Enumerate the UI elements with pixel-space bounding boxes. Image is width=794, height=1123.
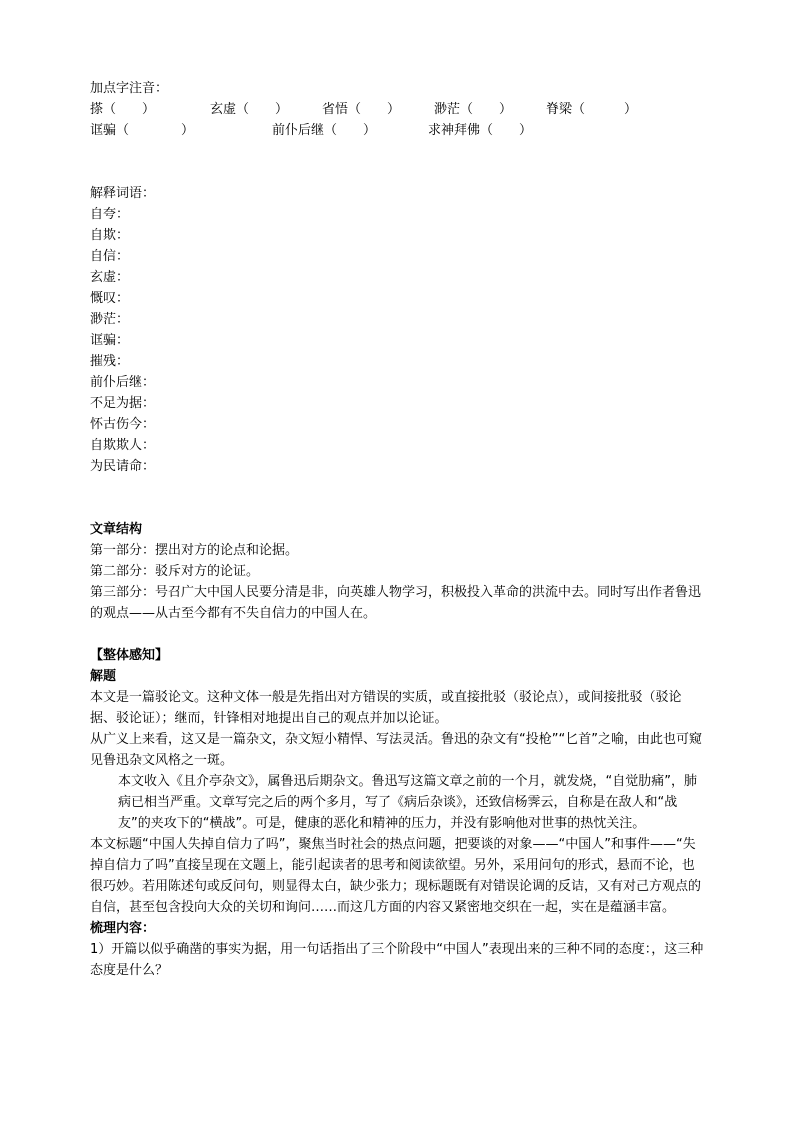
pinyin-item: 脊梁（ ） (546, 102, 638, 117)
pinyin-item: 渺茫（ ） (434, 102, 513, 117)
glossary-term: 自欺： (90, 228, 130, 243)
pinyin-item: 求神拜佛（ ） (428, 123, 533, 138)
glossary-term: 为民请命： (90, 459, 156, 474)
overview-paragraph-2: 从广义上来看，这又是一篇杂文，杂文短小精悍、写法灵活。鲁迅的杂文有“投枪”“匕首”之喻，由此也可窥见鲁迅杂文风格之一斑。 (90, 732, 702, 768)
overview-paragraph-1: 本文是一篇驳论文。这种文体一般是先指出对方错误的实质，或直接批驳（驳论点），或间接批驳（驳论据、驳论证）；继而，针锋相对地提出自己的观点并加以论证。 (90, 690, 682, 726)
glossary-term: 摧残： (90, 354, 130, 369)
question-1: 1）开篇以似乎确凿的事实为据，用一句话指出了三个阶段中“中国人”表现出来的三种不同的态度：，这三种态度是什么？ (90, 942, 704, 978)
overview-heading: 【整体感知】 (90, 648, 169, 663)
jieti-heading: 解题 (90, 669, 117, 684)
pinyin-heading: 加点字注音： (90, 81, 169, 96)
glossary-term: 慨叹： (90, 291, 130, 306)
pinyin-item: 玄虚（ ） (210, 102, 289, 117)
glossary-term: 怀古伤今： (90, 417, 156, 432)
pinyin-item: 省悟（ ） (322, 102, 401, 117)
structure-heading: 文章结构 (90, 522, 143, 537)
sort-heading: 梳理内容： (90, 921, 156, 936)
glossary-term: 自欺欺人： (90, 438, 156, 453)
structure-part-1: 第一部分：摆出对方的论点和论据。 (90, 543, 299, 558)
pinyin-row-2 (90, 120, 705, 141)
document-page (90, 78, 705, 981)
glossary-term: 自信： (90, 249, 130, 264)
glossary-term: 玄虚： (90, 270, 130, 285)
structure-part-3: 第三部分：号召广大中国人民要分清是非，向英雄人物学习，积极投入革命的洪流中去。同时写出作者鲁迅的观点——从古至今都有不失自信力的中国人在。 (90, 585, 702, 621)
glossary-heading: 解释词语： (90, 186, 156, 201)
glossary-term: 不足为据： (90, 396, 156, 411)
pinyin-item: 诓骗（ ） (90, 123, 195, 138)
overview-paragraph-4: 本文标题“中国人失掉自信力了吗”，聚焦当时社会的热点问题，把要谈的对象——“中国人”和事件——“失掉自信力了吗”直接呈现在文题上，能引起读者的思考和阅读欲望。另外，采用问句的形式，悬而不论，也很巧妙。若用陈述句或反问句，则显得太白，缺少张力；现标题既有对错误论调的反诘，又有对己方观点的自信，甚至包含投向大众的关切和询问……而这几方面的内容又紧密地交织在一起，实在是蕴涵丰富。 (90, 837, 702, 915)
pinyin-item: 前仆后继（ ） (272, 123, 377, 138)
structure-part-2: 第二部分：驳斥对方的论证。 (90, 564, 260, 579)
glossary-term: 自夸： (90, 207, 130, 222)
glossary-term: 诓骗： (90, 333, 130, 348)
pinyin-item: 搽（ ） (90, 102, 156, 117)
pinyin-row-1 (90, 99, 705, 120)
glossary-term: 渺茫： (90, 312, 130, 327)
glossary-term: 前仆后继： (90, 375, 156, 390)
overview-paragraph-3: 本文收入《且介亭杂文》，属鲁迅后期杂文。鲁迅写这篇文章之前的一个月，就发烧，“自觉肋痛”，肺病已相当严重。文章写完之后的两个多月，写了《病后杂谈》，还致信杨霁云，自称是在敌人和“战 友”的夹攻下的“横战”。可是，健康的恶化和精神的压力，并没有影响他对世事的热忱关注。 (118, 774, 697, 831)
